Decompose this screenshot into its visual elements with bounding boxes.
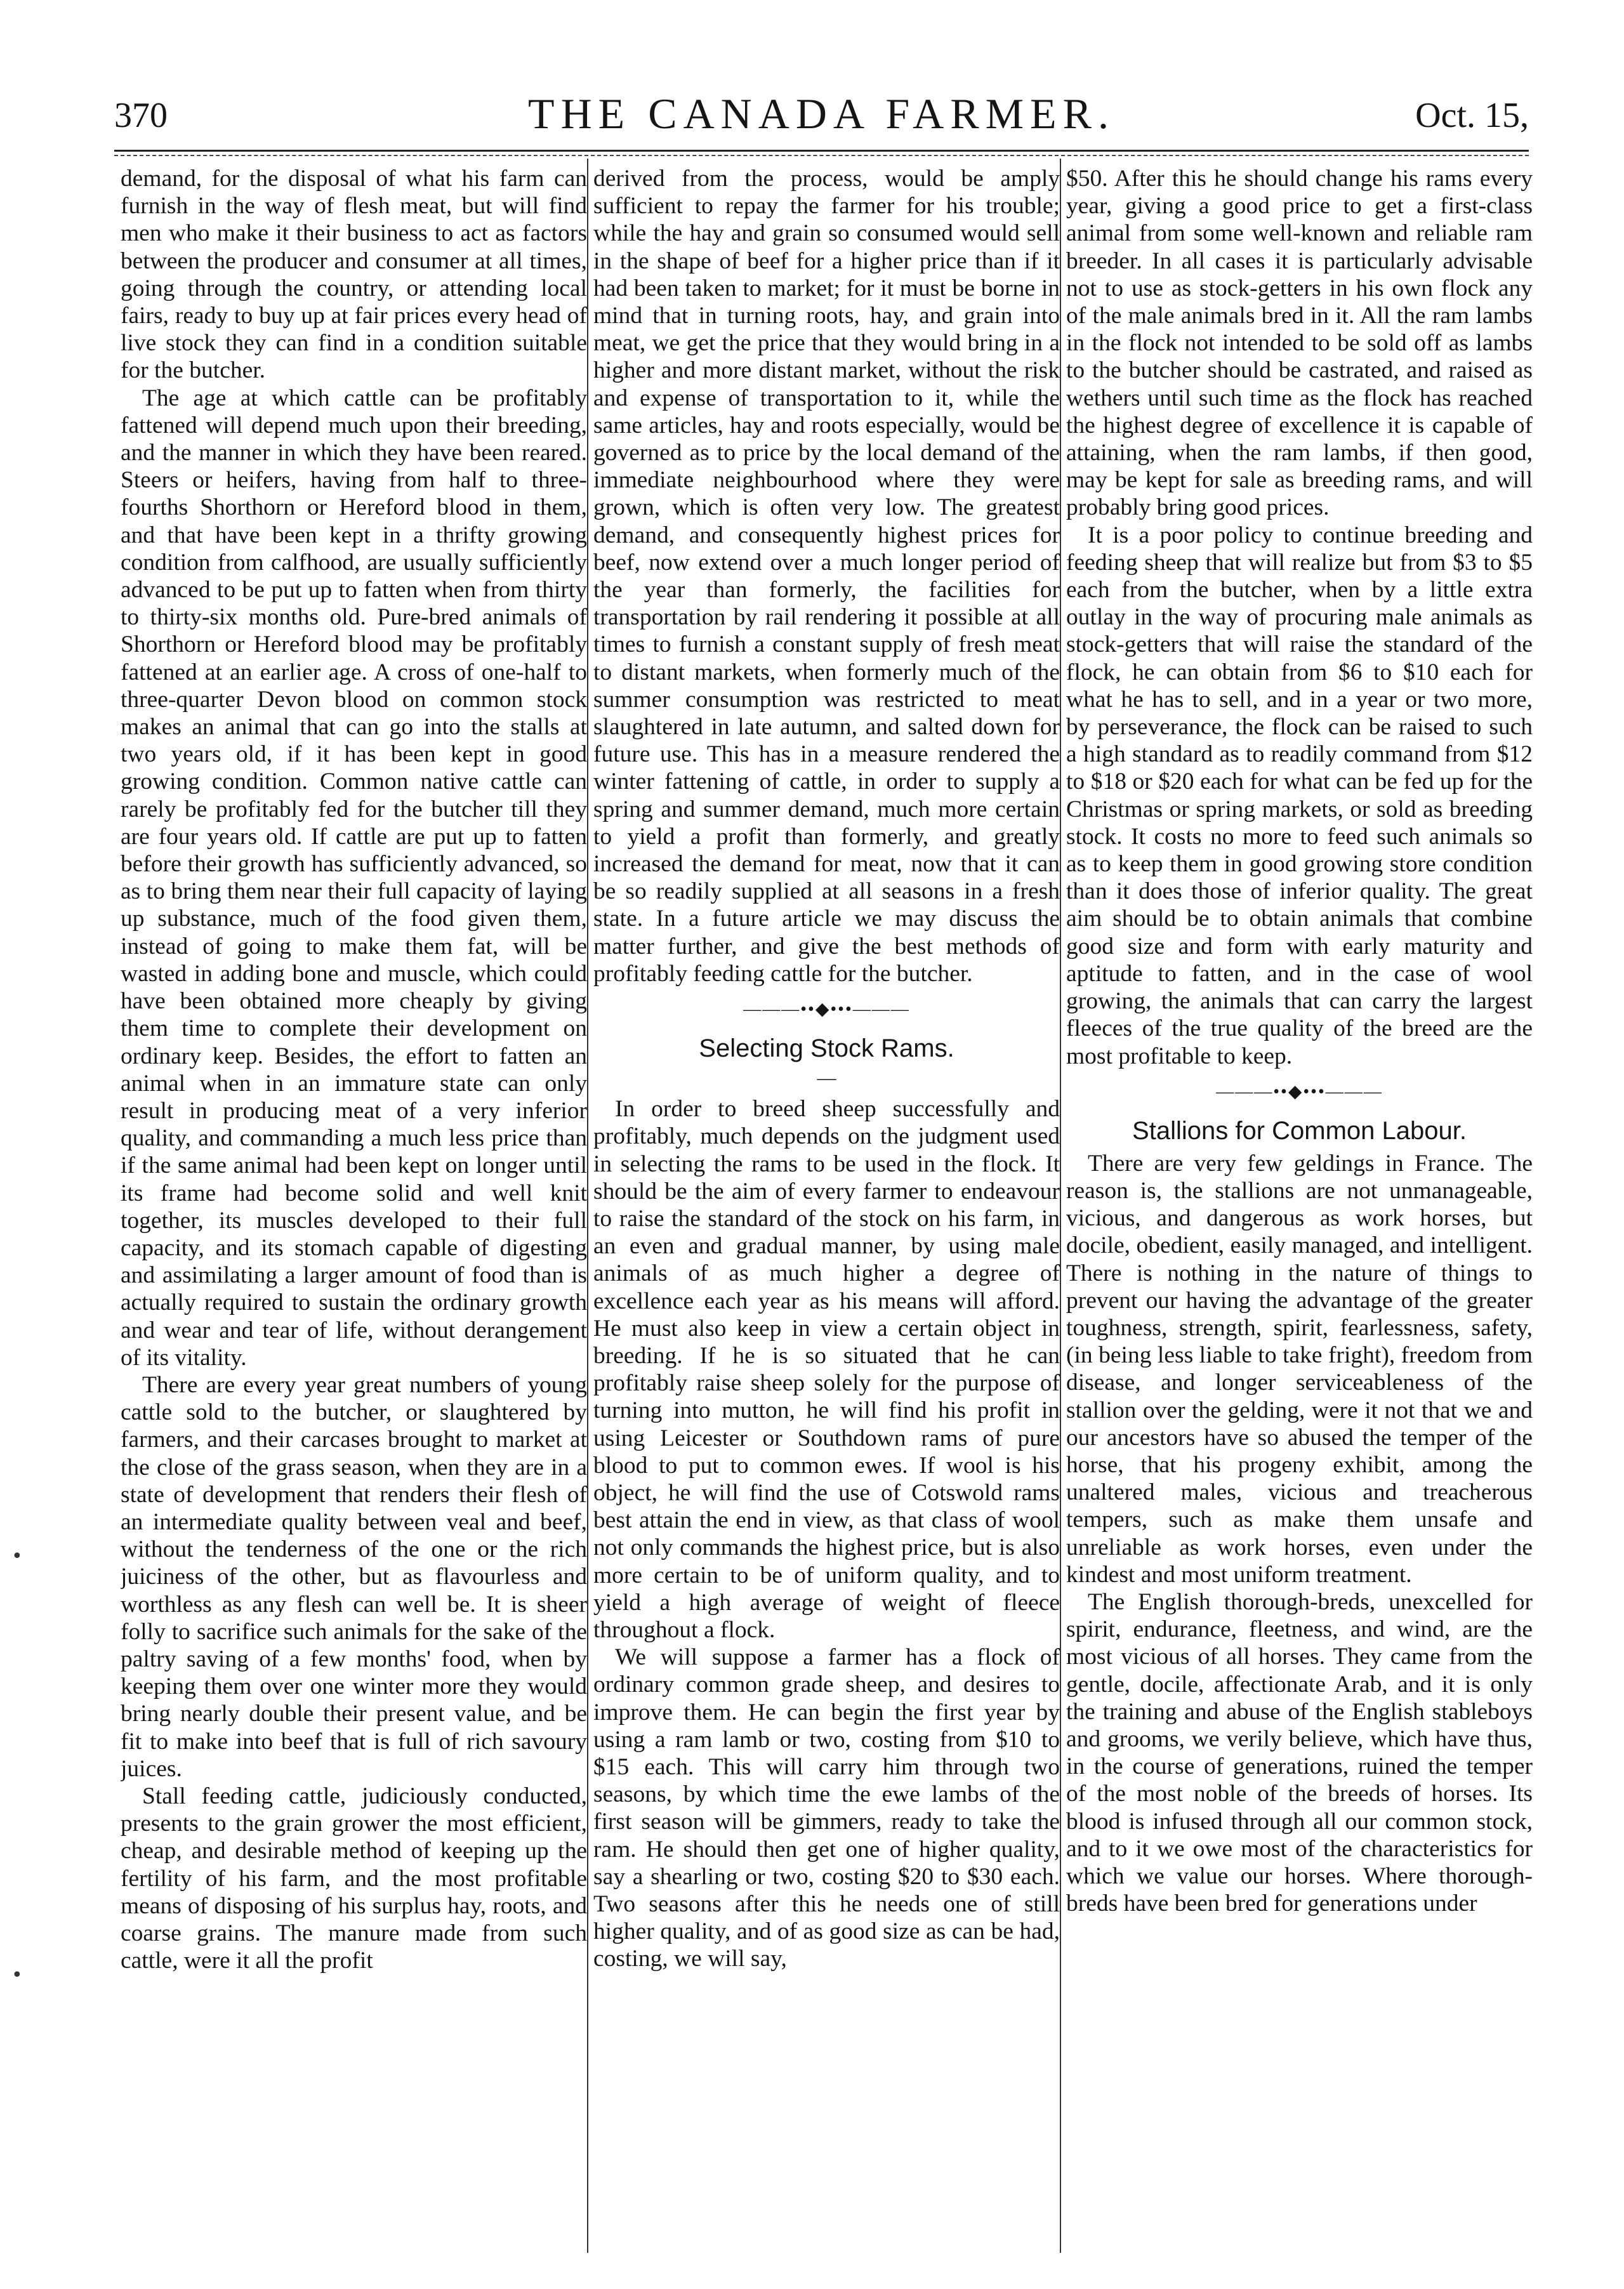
paragraph: In order to breed sheep successfully and profitably, much depends on the judgment used in selecting the rams to be used in the flock. It should be the aim of every farmer to endeavour to raise the standard of the stock on his farm, in an even and gradual manner, by using male animals of as much higher a degree of excellence each year as his means will afford. He must also keep in view a certain object in breeding. If he is so situated that he can profitably raise sheep solely for the purpose of turning into mutton, he will find his profit in using Leicester or Southdown rams of pure blood to put to common ewes. If wool is his object, he will find the use of Cotswold rams best attain the end in view, as that class of wool not only commands the highest price, but is also more certain to be of uniform quality, and to yield a high average of weight of fleece throughout a flock. <box>593 1096 1060 1643</box>
section-ornament: ———••◆•••——— <box>1216 1081 1383 1102</box>
margin-speck: • <box>11 1964 23 1986</box>
column-divider <box>587 159 588 2253</box>
paragraph: It is a poor policy to continue breeding and feeding sheep that will realize but from $3 to $5 each from the butcher, when by a little extra outlay in the way of procuring male animals as stock-getters that will raise the standard of the flock, he can obtain from $6 to $10 each for what he has to sell, and in a year or two more, by perseverance, the flock can be raised to such a high standard as to readily command from $12 to $18 or $20 each for what can be fed up for the Christmas or spring markets, or sold as breeding stock. It costs no more to feed such animals so as to keep them in good growing store condition than it does those of inferior quality. The great aim should be to obtain animals that combine good size and form with early maturity and aptitude to fatten, and in the case of wool growing, the animals that can carry the largest fleeces of the true quality of the breed are the most profitable to keep. <box>1066 522 1533 1069</box>
paragraph: There are very few geldings in France. The reason is, the stallions are not unmanageable, vicious, and dangerous as work horses, but docile, obedient, easily managed, and intelligent. There is nothing in the nature of things to prevent our having the advantage of the greater toughness, strength, spirit, fearlessness, safety, (in being less liable to take fright), freedom from disease, and longer serviceableness of the stallion over the gelding, were it not that we and our ancestors have so abused the temper of the horse, that his progeny exhibit, among the unaltered males, vicious and treacherous tempers, such as make them unsafe and unreliable as work horses, even under the kindest and most uniform treatment. <box>1066 1150 1533 1588</box>
paragraph: The age at which cattle can be profitably fattened will depend much upon their breeding, and the manner in which they have been reared. Steers or heifers, having from half to three-fourths Shorthorn or Hereford blood in them, and that have been kept in a thrifty growing condition from calfhood, are usually sufficiently advanced to be put up to fatten when from thirty to thirty-six months old. Pure-bred animals of Shorthorn or Hereford blood may be profitably fattened at an earlier age. A cross of one-half to three-quarter Devon blood on common stock makes an animal that can go into the stalls at two years old, if it has been kept in good growing condition. Common native cattle can rarely be profitably fed for the butcher till they are four years old. If cattle are put up to fatten before their growth has sufficiently advanced, so as to bring them near their full capacity of laying up substance, much of the food given them, instead of going to make them fat, will be wasted in adding bone and muscle, which could have been obtained more cheaply by giving them time to complete their development on ordinary keep. Besides, the effort to fatten an animal when in an immature state can only result in producing meat of a very inferior quality, and commanding a much less price than if the same animal had been kept on longer until its frame had become solid and well knit together, its muscles developed to their full capacity, and its stomach capable of digesting and assimilating a larger amount of food than is actually required to sustain the ordinary growth and wear and tear of life, without derangement of its vitality. <box>121 385 587 1371</box>
article-heading: Stallions for Common Labour. <box>1132 1116 1467 1145</box>
page-number: 370 <box>114 96 168 135</box>
section-ornament: ———••◆•••——— <box>743 999 910 1020</box>
masthead-title: THE CANADA FARMER. <box>528 89 1115 138</box>
header-rule <box>114 150 1529 152</box>
paragraph: There are every year great numbers of young cattle sold to the butcher, or slaughtered by farmers, and their carcases brought to market at the close of the grass season, when they are in a state of development that renders their flesh of an intermediate quality between veal and beef, without the tenderness of the one or the rich juiciness of the other, but as flavourless and worthless as any flesh can well be. It is sheer folly to sacrifice such animals for the sake of the paltry saving of a few months' food, when by keeping them over one winter more they would bring nearly double their present value, and be fit to make into beef that is full of rich savoury juices. <box>121 1371 587 1782</box>
paragraph: The English thorough-breds, unexcelled for spirit, endurance, fleetness, and wind, are the most vicious of all horses. They came from the gentle, docile, affectionate Arab, and it is only the training and abuse of the English stableboys and grooms, we verily believe, which have thus, in the course of generations, ruined the temper of the most noble of the breeds of horses. Its blood is infused through all our common stock, and to it we owe most of the characteristics for which we value our horses. Where thorough-breds have been bred for generations under <box>1066 1588 1533 1917</box>
column-1 <box>121 165 587 2246</box>
header-rule-dashed <box>114 155 1529 156</box>
column-divider <box>1060 159 1061 2253</box>
paragraph: We will suppose a farmer has a flock of ordinary common grade sheep, and desires to improve them. He can begin the first year by using a ram lamb or two, costing from $10 to $15 each. This will carry him through two seasons, by which time the ewe lambs of the first season will be gimmers, ready to take the ram. He should then get one of higher quality, say a shearling or two, costing $20 to $30 each. Two seasons after this he needs one of still higher quality, and of as good size as can be had, costing, we will say, <box>593 1644 1060 1972</box>
article-heading: Selecting Stock Rams. <box>699 1034 954 1063</box>
issue-date: Oct. 15, <box>1415 96 1529 135</box>
column-3 <box>1066 165 1533 2246</box>
page-header <box>114 89 1529 159</box>
paragraph: Stall feeding cattle, judiciously conducted, presents to the grain grower the most efficient, cheap, and desirable method of keeping up the fertility of his farm, and the most profitable means of disposing of his surplus hay, roots, and coarse grains. The manure made from such cattle, were it all the profit <box>121 1783 587 1974</box>
margin-speck: • <box>11 1545 23 1567</box>
column-2 <box>593 165 1060 2246</box>
paragraph: $50. After this he should change his rams every year, giving a good price to get a first-class animal from some well-known and reliable ram breeder. In all cases it is particularly advisable not to use as stock-getters in his own flock any of the male animals bred in it. All the ram lambs in the flock not intended to be sold off as lambs to the butcher should be castrated, and raised as wethers until such time as the flock has reached the highest degree of excellence it is capable of attaining, when the ram lambs, if then good, may be kept for sale as breeding rams, and will probably bring good prices. <box>1066 166 1533 521</box>
paragraph: demand, for the disposal of what his farm can furnish in the way of flesh meat, but will find men who make it their business to act as factors between the producer and consumer at all times, going through the country, or attending local fairs, ready to buy up at fair prices every head of live stock they can find in a condition suitable for the butcher. <box>121 166 587 384</box>
heading-dash: — <box>817 1067 836 1089</box>
paragraph: derived from the process, would be amply sufficient to repay the farmer for his trouble; while the hay and grain so consumed would sell in the shape of beef for a higher price than if it had been taken to market; for it must be borne in mind that in turning roots, hay, and grain into meat, we get the price that they would bring in a higher and more distant market, without the risk and expense of transportation to it, while the same articles, hay and roots especially, would be governed as to price by the local demand of the immediate neighbourhood where they were grown, which is often very low. The greatest demand, and consequently highest prices for beef, now extend over a much longer period of the year than formerly, the facilities for transportation by rail rendering it possible at all times to furnish a constant supply of fresh meat to distant markets, when formerly much of the summer consumption was restricted to meat slaughtered in late autumn, and salted down for future use. This has in a measure rendered the winter fattening of cattle, in order to supply a spring and summer demand, much more certain to yield a profit than formerly, and greatly increased the demand for meat, now that it can be so readily supplied at all seasons in a fresh state. In a future article we may discuss the matter further, and give the best methods of profitably feeding cattle for the butcher. <box>593 166 1060 987</box>
